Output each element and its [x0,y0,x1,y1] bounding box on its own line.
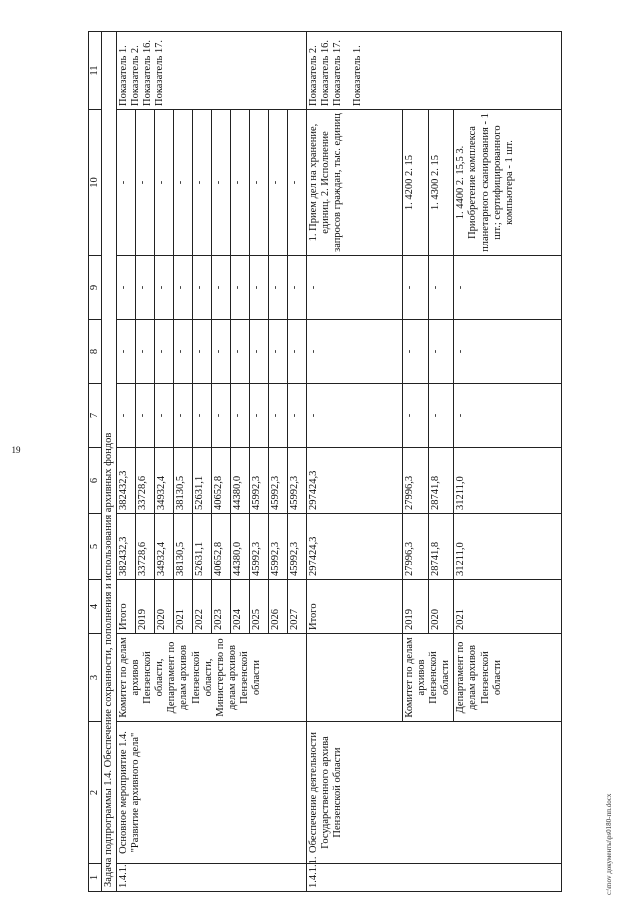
header-cell: 11 [89,32,102,110]
year-cell: 2021 [174,580,193,634]
year-cell: Итого [117,580,136,634]
table-row [307,32,403,892]
section2-number: 1.4.1.1. [307,864,562,892]
value-cell: 1. 4300 2. 15 [428,110,454,256]
value-cell: 27996,3 [403,448,429,514]
value-cell: - [250,110,269,256]
value-cell: - [212,256,231,320]
section2-executor-b: Департамент по делам архивов Пензенской области [454,634,562,722]
value-cell: - [174,110,193,256]
value-cell: 38130,5 [174,448,193,514]
value-cell: - [288,256,307,320]
value-cell: 34932,4 [155,514,174,580]
header-cell: 5 [89,514,102,580]
year-cell: 2024 [231,580,250,634]
section2-executor-empty [307,634,403,722]
value-cell: - [250,320,269,384]
value-cell: - [155,320,174,384]
value-cell: - [269,256,288,320]
section2-executor-a: Комитет по делам архивов Пензенской области [403,634,454,722]
value-cell: - [269,384,288,448]
section1-indicators [117,32,307,110]
value-cell: 28741,8 [428,448,454,514]
value-cell: - [174,384,193,448]
indicator-label: Показатель 16. [142,40,154,106]
value-cell: 45992,3 [269,514,288,580]
indicator-label: Показатель 1. [118,45,130,106]
value-cell: - [454,256,562,320]
value-cell: - [250,256,269,320]
header-cell: 8 [89,320,102,384]
task-title: Задача подпрограммы 1.4. Обеспечение сохранности, пополнения и использования архивных фондов [102,32,117,892]
section1-number: 1.4.1. [117,864,307,892]
value-cell: 297424,3 [307,514,403,580]
value-cell: 52631,1 [193,448,212,514]
value-cell: - [155,256,174,320]
indicator-label: Показатель 1. [352,45,364,106]
value-cell: - [136,256,155,320]
value-cell: - [403,320,429,384]
value-cell: - [212,320,231,384]
value-cell: 28741,8 [428,514,454,580]
value-cell: 33728,6 [136,514,155,580]
year-cell: 2027 [288,580,307,634]
value-cell: - [403,384,429,448]
value-cell: 382432,3 [117,448,136,514]
year-cell: Итого [307,580,403,634]
value-cell: - [231,110,250,256]
value-cell: 382432,3 [117,514,136,580]
value-cell: - [174,320,193,384]
year-cell: 2021 [454,580,562,634]
year-cell: 2025 [250,580,269,634]
indicator-label: Показатель 2. [130,45,142,106]
value-cell: 1. Прием дел на хранение, единиц. 2. Исполнение запросов граждан, тыс. единиц [307,110,403,256]
value-cell: - [307,384,403,448]
value-cell: 52631,1 [193,514,212,580]
value-cell: - [269,110,288,256]
value-cell: - [117,320,136,384]
value-cell: - [231,320,250,384]
value-cell: 45992,3 [250,448,269,514]
value-cell: - [212,384,231,448]
indicator-label: Показатель 17. [332,40,344,106]
value-cell: - [155,110,174,256]
value-cell: - [288,384,307,448]
value-cell: 38130,5 [174,514,193,580]
value-cell: - [307,256,403,320]
table-row [117,32,136,892]
value-cell: - [136,110,155,256]
value-cell: 44380,0 [231,448,250,514]
value-cell: - [454,320,562,384]
value-cell: 45992,3 [250,514,269,580]
value-cell: 33728,6 [136,448,155,514]
footer-file-path-text: c:\mov документы\ps0180-пп.docx [605,793,613,895]
value-cell: - [212,110,231,256]
value-cell: - [250,384,269,448]
year-cell: 2020 [428,580,454,634]
value-cell: 45992,3 [288,514,307,580]
value-cell: - [428,320,454,384]
value-cell: 1. 4400 2. 15,5 3. Приобретение комплекса планетарного сканирования - 1 шт.; сертифицированного компьютера - 1 шт. [454,110,562,256]
value-cell: - [193,256,212,320]
value-cell: - [193,110,212,256]
header-cell: 9 [89,256,102,320]
page-number: 19 [11,445,21,455]
footer-file-path [605,575,617,895]
value-cell: - [174,256,193,320]
value-cell: 45992,3 [269,448,288,514]
value-cell: - [428,256,454,320]
value-cell: - [288,320,307,384]
value-cell: - [136,320,155,384]
year-cell: 2020 [155,580,174,634]
year-cell: 2026 [269,580,288,634]
value-cell: - [117,384,136,448]
value-cell: 297424,3 [307,448,403,514]
value-cell: 31211,0 [454,448,562,514]
value-cell: - [155,384,174,448]
year-cell: 2022 [193,580,212,634]
indicator-label: Показатель 16. [320,40,332,106]
value-cell: 40652,8 [212,448,231,514]
value-cell: - [193,320,212,384]
value-cell: 27996,3 [403,514,429,580]
year-cell: 2019 [403,580,429,634]
value-cell: - [269,320,288,384]
value-cell: - [454,384,562,448]
value-cell: - [231,256,250,320]
value-cell: - [231,384,250,448]
header-cell: 7 [89,384,102,448]
indicator-label: Показатель 17. [154,40,166,106]
value-cell: - [117,110,136,256]
value-cell: 34932,4 [155,448,174,514]
section1-name: Основное мероприятие 1.4. "Развитие архивного дела" [117,722,307,864]
header-cell: 10 [89,110,102,256]
value-cell: - [193,384,212,448]
task-title-row [102,32,117,892]
indicator-label: Показатель 2. [308,45,320,106]
year-cell: 2019 [136,580,155,634]
section2-indicators [307,32,562,110]
section2-name: Обеспечение деятельности Государственного архива Пензенской области [307,722,562,864]
section1-executor: Комитет по делам архивов Пензенской области, Департамент по делам архивов Пензенской области, Министерство по делам архивов Пензенской области [117,634,307,722]
value-cell: - [136,384,155,448]
year-cell: 2023 [212,580,231,634]
value-cell: - [307,320,403,384]
header-cell: 2 [89,722,102,864]
header-cell: 1 [89,864,102,892]
value-cell: 31211,0 [454,514,562,580]
value-cell: - [403,256,429,320]
value-cell: 45992,3 [288,448,307,514]
header-cell: 3 [89,634,102,722]
value-cell: - [428,384,454,448]
header-row [89,32,102,892]
value-cell: - [288,110,307,256]
header-cell: 6 [89,448,102,514]
value-cell: 1. 4200 2. 15 [403,110,429,256]
value-cell: 44380,0 [231,514,250,580]
value-cell: 40652,8 [212,514,231,580]
value-cell: - [117,256,136,320]
rotated-table-frame [88,32,588,892]
header-cell: 4 [89,580,102,634]
program-table [88,31,562,892]
